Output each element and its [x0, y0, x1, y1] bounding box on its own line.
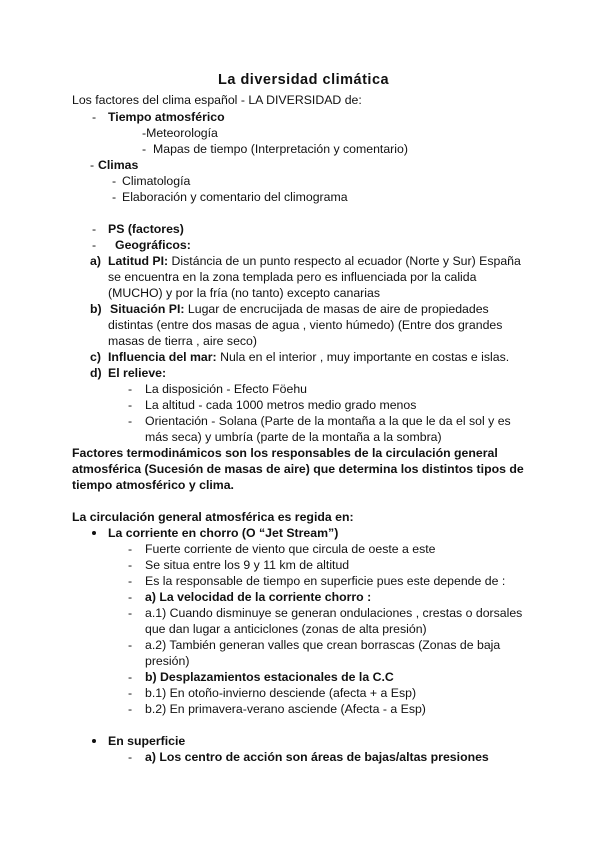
list-dash: -	[92, 238, 97, 252]
situacion-item	[110, 301, 489, 317]
list-dash: -	[128, 750, 133, 764]
latitud-text: Distáncia de un punto respecto al ecuador (Norte y Sur) España	[171, 254, 521, 268]
list-dash: -	[128, 398, 133, 412]
list-item-continuation: más seca) y umbría (parte de la montaña a la sombra)	[145, 430, 442, 444]
latitud-text-line2: se encuentra en la zona templada pero es influenciada por la calida	[108, 270, 477, 284]
list-item-bold: a) Los centro de acción son áreas de bajas/altas presiones	[145, 750, 489, 764]
list-marker-b: b)	[90, 302, 102, 316]
termodinamicos-paragraph-line1: Factores termodinámicos son los responsables de la circulación general	[72, 446, 498, 460]
list-dash: -	[112, 174, 117, 188]
situacion-label: Situación PI:	[110, 302, 185, 316]
termodinamicos-paragraph-line3: tiempo atmosférico y clima.	[72, 478, 234, 492]
list-dash: -	[112, 190, 117, 204]
list-item: -Meteorología	[142, 126, 218, 140]
list-dash: -	[128, 686, 133, 700]
situacion-text-line3: masas de tierra , aire seco)	[108, 334, 257, 348]
latitud-item	[108, 253, 521, 269]
list-dash: -	[92, 110, 97, 124]
list-item: a.2) También generan valles que crean borrascas (Zonas de baja	[145, 638, 501, 652]
situacion-text: Lugar de encrucijada de masas de aire de propiedades	[187, 302, 489, 316]
list-marker-a: a)	[90, 254, 101, 268]
list-dash: -	[128, 638, 133, 652]
termodinamicos-paragraph-line2: atmosférica (Sucesión de masas de aire) que determina los distintos tipos de	[72, 462, 524, 476]
list-item: La altitud - cada 1000 metros medio grado menos	[145, 398, 417, 412]
jet-stream-label: La corriente en chorro (O “Jet Stream”)	[108, 526, 339, 540]
ps-factores-label: PS (factores)	[108, 222, 184, 236]
superficie-label: En superficie	[108, 734, 186, 748]
bullet-icon	[92, 739, 96, 743]
list-dash: -	[90, 158, 95, 172]
relieve-label: El relieve:	[108, 366, 167, 380]
list-dash: -	[128, 590, 133, 604]
list-item: La disposición - Efecto Föehu	[145, 382, 308, 396]
list-dash: -	[92, 222, 97, 236]
latitud-label: Latitud PI:	[108, 254, 169, 268]
list-item: Fuerte corriente de viento que circula de oeste a este	[145, 542, 436, 556]
list-item: b.2) En primavera-verano asciende (Afecta - a Esp)	[145, 702, 426, 716]
situacion-text-line2: distintas (entre dos masas de agua , viento húmedo) (Entre dos grandes	[108, 318, 503, 332]
list-item: Es la responsable de tiempo en superficie pues este depende de :	[145, 574, 506, 588]
list-item: Elaboración y comentario del climograma	[122, 190, 348, 204]
influencia-mar-text: Nula en el interior , muy importante en costas e islas.	[220, 350, 510, 364]
list-dash: -	[128, 574, 133, 588]
list-item-continuation: presión)	[145, 654, 190, 668]
geograficos-label: Geográficos:	[115, 238, 191, 252]
list-marker-c: c)	[90, 350, 101, 364]
list-dash: -	[142, 142, 147, 156]
list-dash: -	[128, 558, 133, 572]
influencia-mar-item	[108, 349, 509, 365]
list-item: Mapas de tiempo (Interpretación y comentario)	[153, 142, 408, 156]
bullet-icon	[92, 531, 96, 535]
circulacion-heading: La circulación general atmosférica es regida en:	[72, 510, 354, 524]
list-item-continuation: que dan lugar a anticiclones (zonas de alta presión)	[145, 622, 427, 636]
list-dash: -	[128, 606, 133, 620]
list-item: Orientación - Solana (Parte de la montaña a la que le da el sol y es	[145, 414, 511, 428]
latitud-text-line3: (MUCHO) y por la fría (no tanto) excepto canarias	[108, 286, 380, 300]
page-title: La diversidad climática	[218, 72, 390, 88]
tiempo-atmosferico-label: Tiempo atmosférico	[108, 110, 225, 124]
list-item: a.1) Cuando disminuye se generan ondulaciones , crestas o dorsales	[145, 606, 523, 620]
list-item-bold: a) La velocidad de la corriente chorro :	[145, 590, 372, 604]
list-dash: -	[128, 542, 133, 556]
climas-label: Climas	[98, 158, 139, 172]
list-dash: -	[128, 702, 133, 716]
influencia-mar-label: Influencia del mar:	[108, 350, 217, 364]
intro-text: Los factores del clima español - LA DIVERSIDAD de:	[72, 93, 362, 107]
list-dash: -	[128, 414, 133, 428]
list-item: b.1) En otoño-invierno desciende (afecta + a Esp)	[145, 686, 417, 700]
list-dash: -	[128, 382, 133, 396]
list-marker-d: d)	[90, 366, 102, 380]
list-dash: -	[128, 670, 133, 684]
list-item: Climatología	[122, 174, 191, 188]
list-item-bold: b) Desplazamientos estacionales de la C.C	[145, 670, 394, 684]
list-item: Se situa entre los 9 y 11 km de altitud	[145, 558, 350, 572]
